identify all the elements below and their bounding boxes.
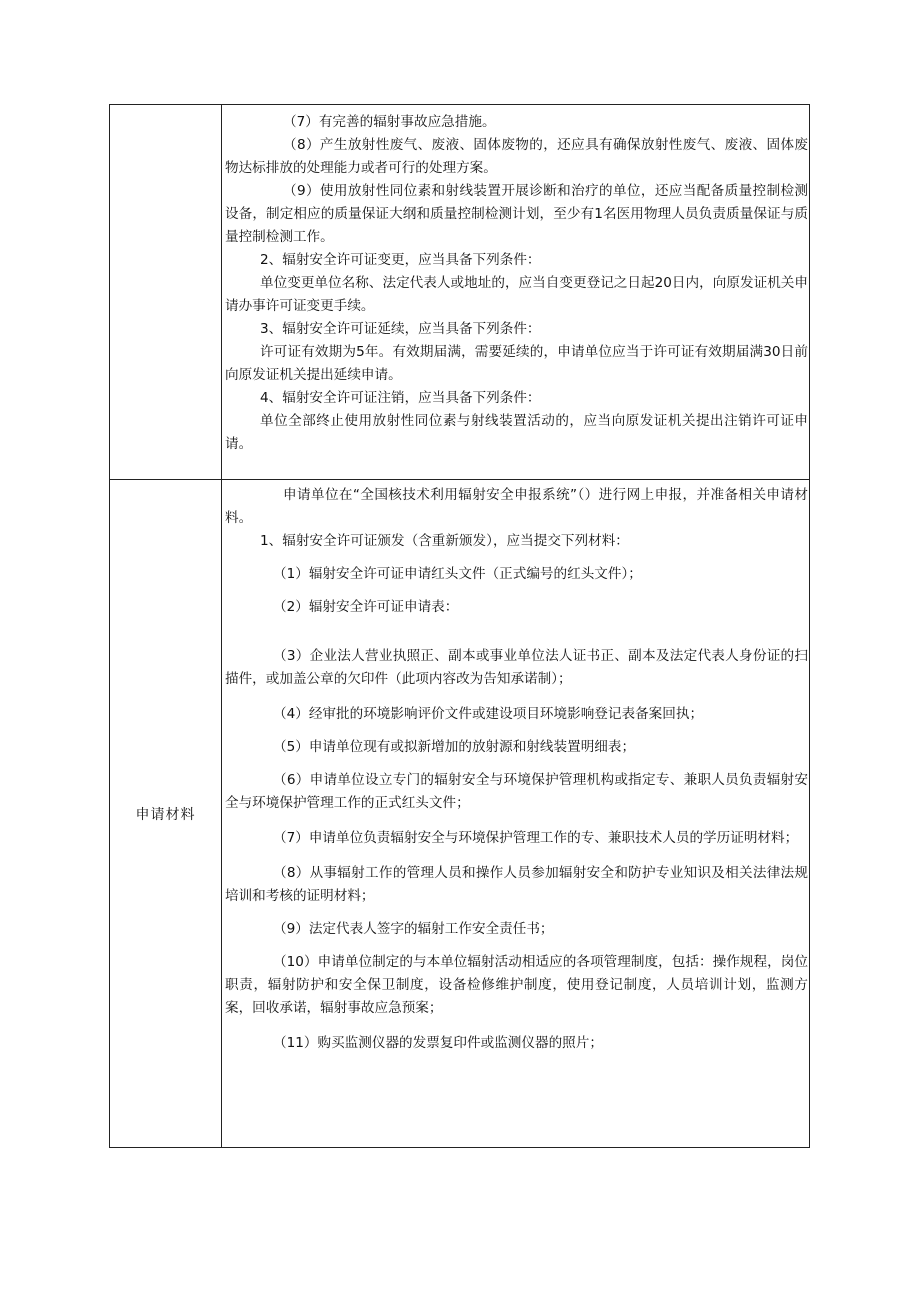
materials-intro: 申请单位在“全国核技术利用辐射安全申报系统”（）进行网上申报，并准备相关申请材料。 (225, 487, 808, 526)
material-item: （4）经审批的环境影响评价文件或建设项目环境影响登记表备案回执； (273, 706, 704, 722)
material-item: （1）辐射安全许可证申请红头文件（正式编号的红头文件）； (273, 566, 642, 582)
table-row-materials (110, 480, 810, 1148)
material-item: （3）企业法人营业执照正、副本或事业单位法人证书正、副本及法定代表人身份证的扫描件，或加盖公章的欠印件（此项内容改为告知承诺制）； (225, 648, 808, 687)
conditions-cell (222, 105, 810, 480)
material-item: （7）申请单位负责辐射安全与环境保护管理工作的专、兼职技术人员的学历证明材料； (273, 830, 799, 846)
material-item: （10）申请单位制定的与本单位辐射活动相适应的各项管理制度，包括：操作规程，岗位职责，辐射防护和安全保卫制度，设备检修维护制度，使用登记制度，人员培训计划，监测方案，回收承诺，辐射事故应急预案； (225, 954, 808, 1016)
condition-heading: 2、辐射安全许可证变更，应当具备下列条件： (260, 252, 541, 268)
materials-content (222, 480, 809, 1055)
condition-paragraph: （8）产生放射性废气、废液、固体废物的，还应具有确保放射性废气、废液、固体废物达标排放的处理能力或者可行的处理方案。 (225, 137, 808, 176)
condition-paragraph: 许可证有效期为5年。有效期届满，需要延续的，申请单位应当于许可证有效期届满30日前向原发证机关提出延续申请。 (225, 344, 808, 383)
condition-heading: 4、辐射安全许可证注销，应当具备下列条件： (260, 390, 541, 406)
material-item: （8）从事辐射工作的管理人员和操作人员参加辐射安全和防护专业知识及相关法律法规培训和考核的证明材料； (225, 865, 808, 904)
material-item: （2）辐射安全许可证申请表： (273, 599, 459, 615)
conditions-content (222, 105, 809, 456)
condition-paragraph: （7）有完善的辐射事故应急措施。 (283, 114, 496, 130)
materials-cell (222, 480, 810, 1148)
condition-paragraph: （9）使用放射性同位素和射线装置开展诊断和治疗的单位，还应当配备质量控制检测设备，制定相应的质量保证大纲和质量控制检测计划，至少有1名医用物理人员负责质量保证与质量控制检测工作。 (225, 183, 808, 245)
material-item: （6）申请单位设立专门的辐射安全与环境保护管理机构或指定专、兼职人员负责辐射安全与环境保护管理工作的正式红头文件； (225, 772, 808, 811)
row-label-empty (110, 105, 222, 480)
material-item: （9）法定代表人签字的辐射工作安全责任书； (273, 921, 554, 937)
condition-paragraph: 单位变更单位名称、法定代表人或地址的，应当自变更登记之日起20日内，向原发证机关申请办事许可证变更手续。 (225, 275, 808, 314)
condition-heading: 3、辐射安全许可证延续，应当具备下列条件： (260, 321, 541, 337)
materials-label: 申请材料 (135, 806, 196, 823)
material-item: （11）购买监测仪器的发票复印件或监测仪器的照片； (273, 1035, 603, 1051)
material-item: （5）申请单位现有或拟新增加的放射源和射线装置明细表； (273, 739, 636, 755)
condition-paragraph: 单位全部终止使用放射性同位素与射线装置活动的，应当向原发证机关提出注销许可证申请。 (225, 413, 808, 452)
materials-heading: 1、辐射安全许可证颁发（含重新颁发），应当提交下列材料： (260, 533, 629, 549)
row-label-materials (110, 480, 222, 1148)
table-row-conditions (110, 105, 810, 480)
requirements-table (109, 104, 810, 1148)
